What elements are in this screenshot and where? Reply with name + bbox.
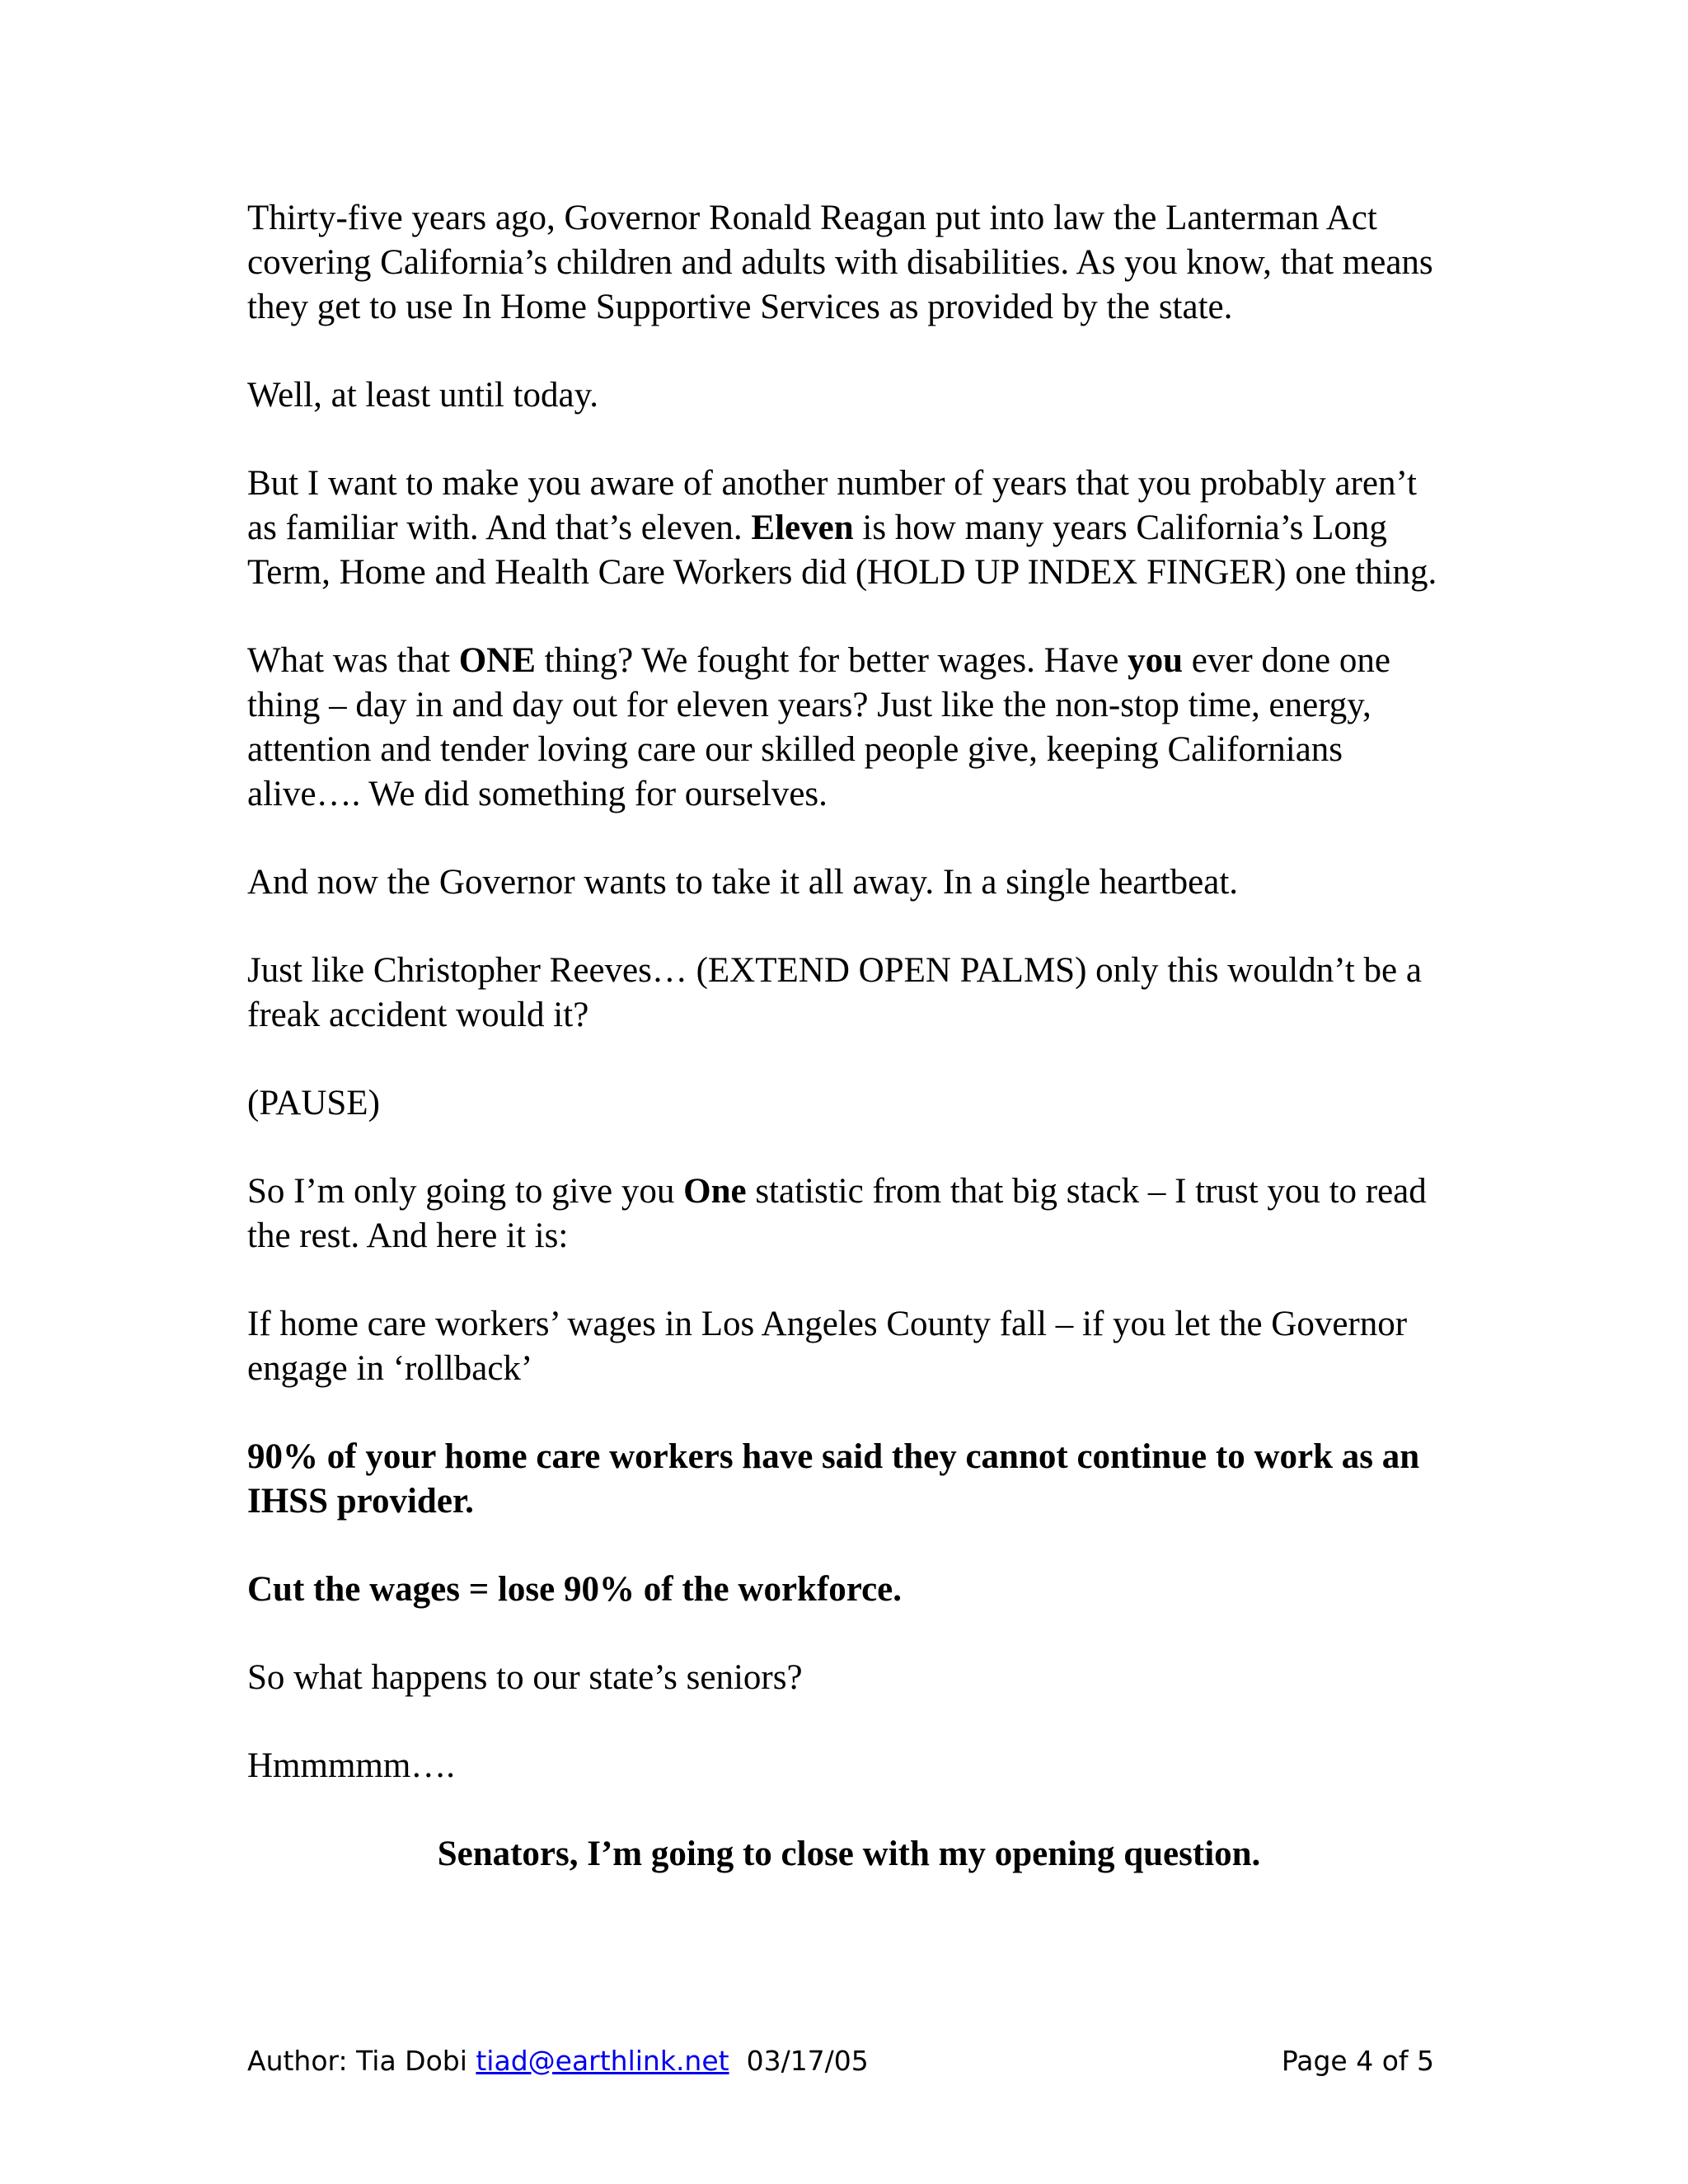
text-run: What was that (247, 641, 459, 680)
text-run: statistic from that big stack – I trust you to read the rest. And here it is: (247, 1172, 1427, 1255)
paragraph-christopher-reeves: Just like Christopher Reeves… (EXTEND OPEN PALMS) only this wouldn’t be a freak accident would it? (247, 951, 1422, 1034)
paragraph-take-away: And now the Governor wants to take it all away. In a single heartbeat. (247, 863, 1239, 902)
paragraph-until-today: Well, at least until today. (247, 376, 599, 415)
bold-run-you: you (1128, 641, 1183, 680)
paragraph-seniors-question: So what happens to our state’s seniors? (247, 1658, 803, 1697)
text-run: So I’m only going to give you (247, 1172, 684, 1211)
bold-run-one: ONE (458, 641, 536, 680)
page-footer (247, 2041, 1434, 2082)
text-run: is how many years California’s Long Term, Home and Health Care Workers did (HOLD UP INDEX FINGER) one thing. (247, 509, 1437, 592)
text-run: But I want to make you aware of another number of years that you probably aren’t as familiar with. And that’s eleven. (247, 464, 1417, 547)
footer-page-number: Page 4 of 5 (1281, 2045, 1434, 2077)
footer-author-label: Author: Tia Dobi (247, 2045, 476, 2077)
paragraph-one-statistic (247, 1169, 1451, 1258)
paragraph-lanterman-act: Thirty-five years ago, Governor Ronald Reagan put into law the Lanterman Act covering California’s children and adults with disabilities. As you know, that means they get to use In Home Supportive Services as provided by the state. (247, 199, 1433, 326)
paragraph-cut-wages: Cut the wages = lose 90% of the workforce. (247, 1570, 902, 1609)
document-body (247, 196, 1451, 1920)
paragraph-ninety-percent: 90% of your home care workers have said they cannot continue to work as an IHSS provider. (247, 1437, 1420, 1521)
paragraph-rollback: If home care workers’ wages in Los Angeles County fall – if you let the Governor engage in ‘rollback’ (247, 1305, 1408, 1388)
text-run: ever done one thing – day in and day out for eleven years? Just like the non-stop time, energy, attention and tender loving care our skilled people give, keeping Californians alive…. We did something for ourselves. (247, 641, 1390, 813)
footer-date: 03/17/05 (746, 2045, 869, 2077)
paragraph-eleven-years (247, 462, 1451, 595)
paragraph-one-thing (247, 639, 1451, 817)
text-run: thing? We fought for better wages. Have (535, 641, 1128, 680)
author-email-link[interactable]: tiad@earthlink.net (476, 2045, 729, 2077)
paragraph-hmmmmm: Hmmmmm…. (247, 1746, 456, 1785)
footer-author-line (247, 2041, 869, 2082)
bold-run-one-statistic: One (683, 1172, 747, 1211)
paragraph-pause: (PAUSE) (247, 1084, 380, 1122)
bold-run-eleven: Eleven (751, 509, 854, 547)
paragraph-closing-heading: Senators, I’m going to close with my opening question. (437, 1835, 1261, 1873)
